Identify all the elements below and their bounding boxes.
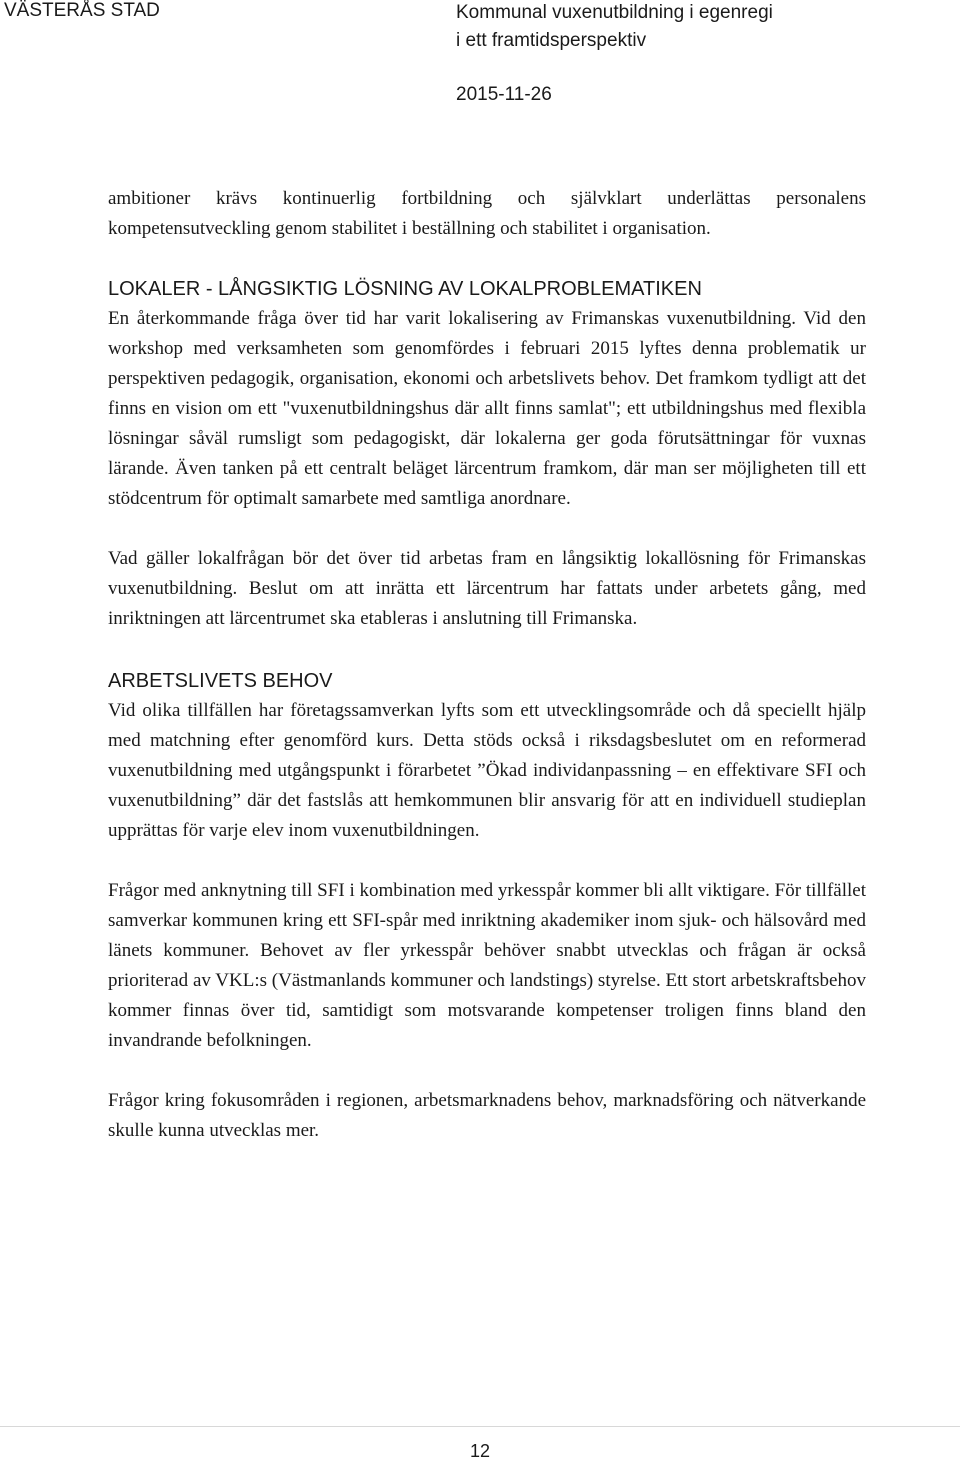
arbetsliv-paragraph-1: Vid olika tillfällen har företagssamverkan lyfts som ett utvecklingsområde och då speciellt hjälp med matchning efter genomförd kurs. Detta stöds också i riksdagsbeslutet om en reformerad vuxenutbildning med utgångspunkt i förarbetet ”Ökad individanpassning – en effektivare SFI och vuxenutbildning” där det fastslås att hemkommunen blir ansvarig för att en individuell studieplan upprättas för varje elev inom vuxenutbildningen. bbox=[108, 700, 866, 841]
lokaler-paragraph-1: En återkommande fråga över tid har varit lokalisering av Frimanskas vuxenutbildning. Vid den workshop med verksamheten som genomfördes i februari 2015 lyftes denna problematik ur perspektiven pedagogik, organisation, ekonomi och arbetslivets behov. Det framkom tydligt att det finns en vision om ett "vuxenutbildningshus där allt finns samlat"; ett utbildningshus med flexibla lösningar såväl rumsligt som pedagogiskt, där lokalerna ger goda förutsättningar för vuxnas lärande. Även tanken på ett centralt beläget lärcentrum framkom, där man ser möjligheten till ett stödcentrum för optimalt samarbete med samtliga anordnare. bbox=[108, 308, 866, 509]
document-title-block bbox=[456, 0, 773, 109]
section-heading-lokaler: LOKALER - LÅNGSIKTIG LÖSNING AV LOKALPROBLEMATIKEN bbox=[108, 278, 702, 300]
arbetsliv-paragraph-2: Frågor med anknytning till SFI i kombination med yrkesspår kommer bli allt viktigare. För tillfället samverkar kommunen kring ett SFI-spår med inriktning akademiker inom sjuk- och hälsovård med länets kommuner. Behovet av fler yrkesspår behöver snabbt utvecklas och frågan är också prioriterad av VKL:s (Västmanlands kommuner och landstings) styrelse. Ett stort arbetskraftsbehov kommer finnas över tid, samtidigt som motsvarande kompetenser troligen finns bland den invandrande befolkningen. bbox=[108, 880, 866, 1051]
footer-divider bbox=[0, 1426, 960, 1427]
document-title-line-1: Kommunal vuxenutbildning i egenregi bbox=[456, 2, 773, 23]
page-number: 12 bbox=[469, 1441, 491, 1461]
organization-name: VÄSTERÅS STAD bbox=[4, 0, 160, 21]
intro-paragraph: ambitioner krävs kontinuerlig fortbildning och självklart underlättas personalens kompetensutveckling genom stabilitet i beställning och stabilitet i organisation. bbox=[108, 188, 866, 239]
page-body bbox=[108, 184, 866, 1146]
arbetsliv-paragraph-3: Frågor kring fokusområden i regionen, arbetsmarknadens behov, marknadsföring och nätverkande skulle kunna utvecklas mer. bbox=[108, 1090, 866, 1141]
section-heading-arbetslivets-behov: ARBETSLIVETS BEHOV bbox=[108, 670, 333, 692]
document-date: 2015-11-26 bbox=[456, 84, 552, 105]
document-title-line-2: i ett framtidsperspektiv bbox=[456, 30, 647, 51]
lokaler-paragraph-2: Vad gäller lokalfrågan bör det över tid arbetas fram en långsiktig lokallösning för Frimanskas vuxenutbildning. Beslut om att inrätta ett lärcentrum har fattats under arbetets gång, med inriktningen att lärcentrumet ska etableras i anslutning till Frimanska. bbox=[108, 548, 866, 629]
